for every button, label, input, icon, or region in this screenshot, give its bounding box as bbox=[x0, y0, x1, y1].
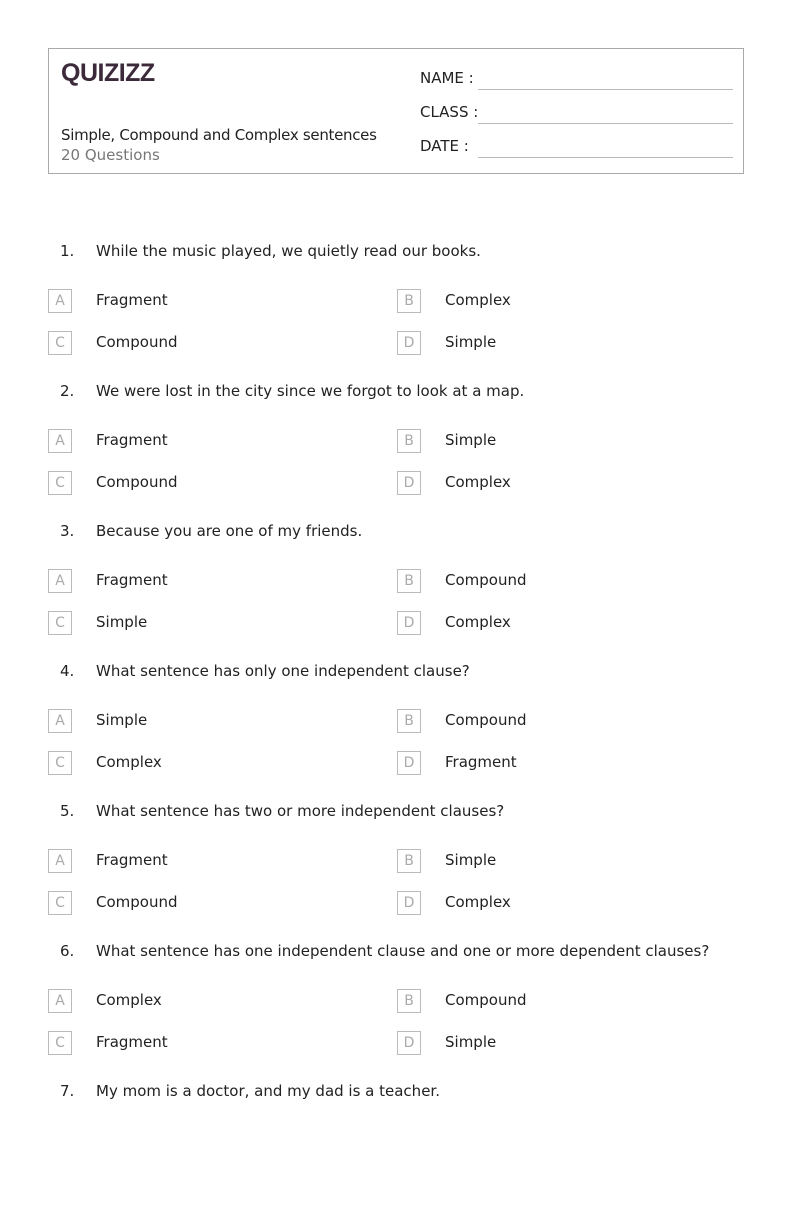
option-text: Compound bbox=[96, 473, 178, 491]
date-label: DATE : bbox=[420, 137, 469, 155]
worksheet-header bbox=[48, 48, 744, 174]
option-text: Simple bbox=[445, 333, 497, 351]
question-text: Because you are one of my friends. bbox=[96, 522, 363, 540]
option-letter-box: B bbox=[397, 989, 421, 1013]
option-letter-box: B bbox=[397, 569, 421, 593]
option-text: Fragment bbox=[96, 1033, 168, 1051]
option-text: Complex bbox=[445, 473, 511, 491]
class-line bbox=[478, 123, 733, 124]
option-text: Complex bbox=[96, 991, 162, 1009]
question-text: While the music played, we quietly read our books. bbox=[96, 242, 481, 260]
option-letter-box: C bbox=[48, 1031, 72, 1055]
option-text: Fragment bbox=[96, 571, 168, 589]
option-text: Complex bbox=[445, 291, 511, 309]
option-letter-box: D bbox=[397, 1031, 421, 1055]
question-text: What sentence has two or more independent clauses? bbox=[96, 802, 505, 820]
question bbox=[0, 1082, 794, 1222]
option-text: Fragment bbox=[445, 753, 517, 771]
question bbox=[0, 382, 794, 522]
option-text: Fragment bbox=[96, 851, 168, 869]
option-text: Complex bbox=[96, 753, 162, 771]
option-letter-box: C bbox=[48, 891, 72, 915]
date-line bbox=[478, 157, 733, 158]
question-number: 3. bbox=[60, 522, 75, 540]
option-letter-box: C bbox=[48, 331, 72, 355]
option-text: Compound bbox=[445, 991, 527, 1009]
class-label: CLASS : bbox=[420, 103, 479, 121]
name-field[interactable] bbox=[420, 69, 474, 87]
question-number: 7. bbox=[60, 1082, 75, 1100]
option-text: Complex bbox=[445, 613, 511, 631]
date-field[interactable] bbox=[420, 137, 469, 155]
option-letter-box: C bbox=[48, 611, 72, 635]
question-count: 20 Questions bbox=[61, 146, 160, 164]
question-number: 5. bbox=[60, 802, 75, 820]
question-number: 4. bbox=[60, 662, 75, 680]
option-letter-box: D bbox=[397, 331, 421, 355]
option-letter-box: A bbox=[48, 709, 72, 733]
name-line bbox=[478, 89, 733, 90]
option-text: Compound bbox=[96, 893, 178, 911]
class-field[interactable] bbox=[420, 103, 478, 121]
question-number: 2. bbox=[60, 382, 75, 400]
option-letter-box: D bbox=[397, 471, 421, 495]
option-letter-box: C bbox=[48, 471, 72, 495]
question-text: What sentence has only one independent clause? bbox=[96, 662, 470, 680]
option-letter-box: A bbox=[48, 569, 72, 593]
option-text: Fragment bbox=[96, 431, 168, 449]
question-text: What sentence has one independent clause and one or more dependent clauses? bbox=[96, 942, 710, 960]
option-text: Complex bbox=[445, 893, 511, 911]
question bbox=[0, 662, 794, 802]
option-text: Compound bbox=[96, 333, 178, 351]
option-text: Fragment bbox=[96, 291, 168, 309]
option-letter-box: A bbox=[48, 289, 72, 313]
option-text: Simple bbox=[445, 851, 497, 869]
option-letter-box: C bbox=[48, 751, 72, 775]
option-text: Simple bbox=[445, 431, 497, 449]
option-text: Simple bbox=[96, 613, 148, 631]
option-letter-box: B bbox=[397, 849, 421, 873]
question bbox=[0, 522, 794, 662]
option-letter-box: D bbox=[397, 751, 421, 775]
option-letter-box: A bbox=[48, 429, 72, 453]
question-text: We were lost in the city since we forgot to look at a map. bbox=[96, 382, 525, 400]
question-text: My mom is a doctor, and my dad is a teacher. bbox=[96, 1082, 440, 1100]
question bbox=[0, 942, 794, 1082]
question-number: 6. bbox=[60, 942, 75, 960]
option-text: Compound bbox=[445, 571, 527, 589]
worksheet-title: Simple, Compound and Complex sentences bbox=[61, 126, 377, 144]
option-letter-box: A bbox=[48, 989, 72, 1013]
option-letter-box: B bbox=[397, 429, 421, 453]
option-letter-box: B bbox=[397, 289, 421, 313]
option-letter-box: B bbox=[397, 709, 421, 733]
question-number: 1. bbox=[60, 242, 75, 260]
question bbox=[0, 242, 794, 382]
question bbox=[0, 802, 794, 942]
option-letter-box: D bbox=[397, 611, 421, 635]
name-label: NAME : bbox=[420, 69, 474, 87]
quizizz-logo: QUIZIZZ bbox=[61, 59, 155, 87]
option-letter-box: A bbox=[48, 849, 72, 873]
option-text: Simple bbox=[96, 711, 148, 729]
option-text: Simple bbox=[445, 1033, 497, 1051]
option-text: Compound bbox=[445, 711, 527, 729]
option-letter-box: D bbox=[397, 891, 421, 915]
